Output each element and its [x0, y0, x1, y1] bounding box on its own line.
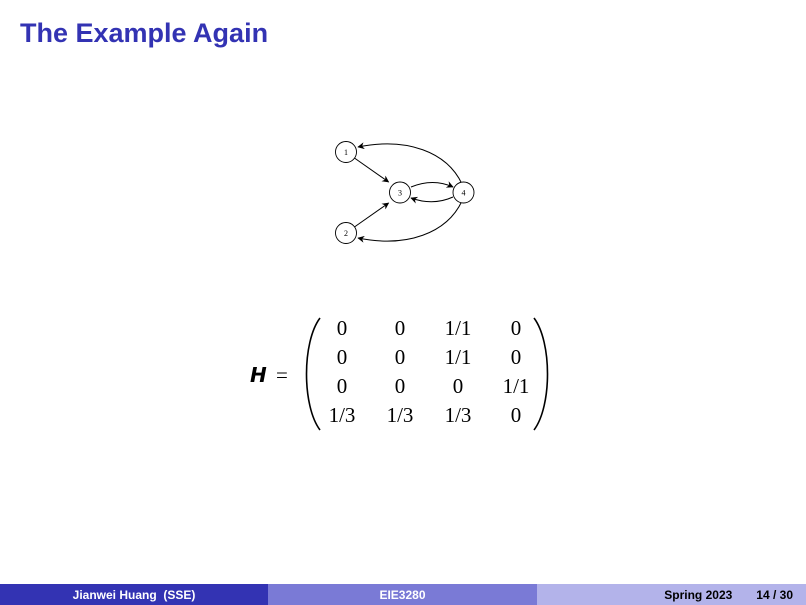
graph-node-1: [336, 142, 357, 163]
matrix-cell: 0: [336, 345, 348, 369]
right-parenthesis: [534, 318, 548, 430]
link-graph: [325, 130, 485, 255]
footer-course: EIE3280: [379, 587, 426, 602]
matrix-cell: 0: [510, 403, 522, 427]
graph-node-2: [336, 223, 357, 244]
edge-4-to-2: [358, 201, 462, 241]
graph-node-2-label: 2: [344, 228, 348, 238]
edge-3-to-4: [411, 183, 453, 188]
matrix-cell: 0: [336, 316, 348, 340]
matrix-cell: 0: [336, 374, 348, 398]
footer-author: Jianwei Huang (SSE): [72, 587, 196, 602]
matrix-cell: 0: [394, 374, 406, 398]
graph-node-1-label: 1: [344, 147, 348, 157]
footer-page-number: 14 / 30: [756, 587, 793, 602]
graph-node-4: [453, 182, 474, 203]
matrix-cell: 1/3: [386, 403, 414, 427]
graph-node-3: [390, 182, 411, 203]
matrix-cell: 0: [452, 374, 464, 398]
equals-sign: =: [276, 363, 288, 387]
matrix-cell: 1/3: [328, 403, 356, 427]
footer-info-segment: [537, 584, 806, 605]
edge-2-to-3: [354, 203, 388, 227]
footer-author-segment: [0, 584, 268, 605]
matrix-cell: 0: [394, 345, 406, 369]
slide-title: The Example Again: [20, 18, 269, 48]
edge-4-to-3: [411, 197, 453, 202]
graph-node-4-label: 4: [461, 188, 466, 198]
edge-1-to-3: [354, 158, 388, 182]
matrix-cell: 1/3: [444, 403, 472, 427]
matrix-equation: [250, 312, 560, 437]
graph-node-3-label: 3: [398, 188, 402, 198]
matrix-cell: 0: [394, 316, 406, 340]
left-parenthesis: [307, 318, 321, 430]
footer-course-segment: [268, 584, 537, 605]
matrix-variable: H: [250, 363, 267, 387]
matrix-cell: 1/1: [444, 316, 472, 340]
slide-footer: [0, 584, 806, 605]
matrix-cell: 0: [510, 345, 522, 369]
footer-date: Spring 2023: [664, 587, 733, 602]
edge-4-to-1: [358, 144, 462, 184]
matrix-cell: 0: [510, 316, 522, 340]
matrix-cell: 1/1: [502, 374, 530, 398]
matrix-cell: 1/1: [444, 345, 472, 369]
